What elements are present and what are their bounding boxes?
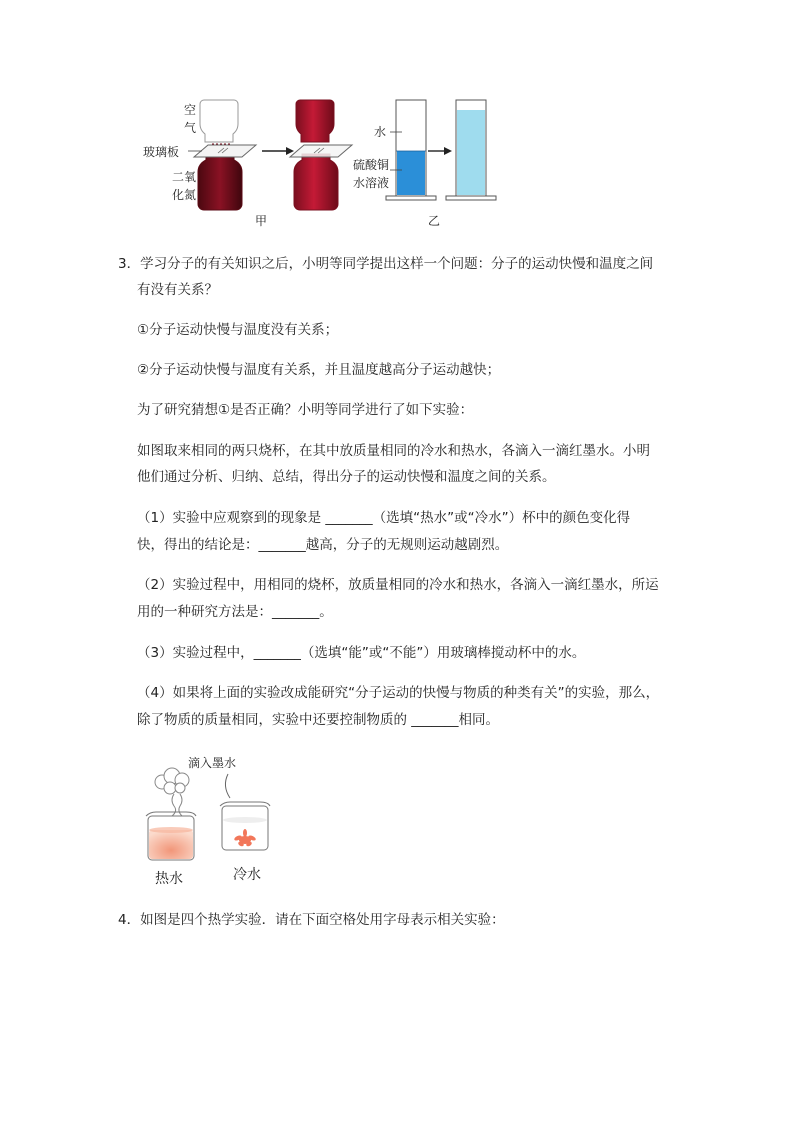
label-jia: 甲 — [255, 214, 268, 228]
q3-subquestion-2-line-1: （2）实验过程中，用相同的烧杯，放质量相同的冷水和热水，各滴入一滴红墨水，所运 — [137, 577, 659, 593]
label-cuso4-1: 硫酸铜 — [353, 158, 390, 172]
label-glass-plate: 玻璃板 — [143, 145, 180, 159]
steam-icon — [155, 768, 189, 816]
diffusion-illustration — [140, 96, 520, 236]
glass-plate-1 — [194, 145, 256, 157]
q4-stem: 4．如图是四个热学实验．请在下面空格处用字母表示相关实验： — [118, 912, 505, 928]
q3-intro: 为了研究猜想①是否正确？小明等同学进行了如下实验： — [137, 402, 474, 418]
label-air-2: 气 — [184, 121, 197, 135]
q3-subquestion-1-line-1: （1）实验中应观察到的现象是 _______（选填“热水”或“冷水”）杯中的颜色变化得 — [137, 510, 631, 526]
label-water: 水 — [374, 125, 387, 139]
q3-stem-line-2: 有没有关系？ — [137, 282, 218, 298]
q3-subquestion-4-line-2: 除了物质的质量相同，实验中还要控制物质的 _______相同。 — [137, 712, 500, 728]
figure-diffusion-experiments — [140, 96, 520, 236]
arrow-2 — [428, 147, 452, 155]
label-cold-water: 冷水 — [233, 867, 261, 883]
q3-stem-line-1: 3．学习分子的有关知识之后，小明等同学提出这样一个问题：分子的运动快慢和温度之间 — [118, 256, 654, 272]
q3-subquestion-4-line-1: （4）如果将上面的实验改成能研究“分子运动的快慢与物质的种类有关”的实验，那么， — [137, 685, 660, 701]
label-no2-1: 二氧 — [172, 170, 197, 184]
label-drop-ink: 滴入墨水 — [188, 756, 237, 770]
label-yi: 乙 — [428, 214, 441, 228]
label-cuso4-2: 水溶液 — [353, 176, 390, 190]
label-air-1: 空 — [184, 103, 197, 117]
q3-subquestion-2-line-2: 用的一种研究方法是：_______。 — [137, 604, 333, 620]
label-hot-water: 热水 — [155, 871, 183, 887]
glass-plate-2 — [290, 145, 352, 157]
q3-description-line-1: 如图取来相同的两只烧杯，在其中放质量相同的冷水和热水，各滴入一滴红墨水。小明 — [137, 443, 650, 459]
cold-water-beaker — [220, 802, 270, 850]
label-no2-2: 化氮 — [172, 188, 197, 202]
q3-subquestion-1-line-2: 快，得出的结论是：_______越高，分子的无规则运动越剧烈。 — [137, 537, 509, 553]
q3-description-line-2: 他们通过分析、归纳、总结，得出分子的运动快慢和温度之间的关系。 — [137, 469, 556, 485]
hot-water-beaker — [146, 812, 196, 860]
q3-subquestion-3: （3）实验过程中，_______（选填“能”或“不能”）用玻璃棒搅动杯中的水。 — [137, 645, 586, 661]
yi-before-cylinder — [386, 100, 436, 200]
yi-after-cylinder — [446, 100, 496, 200]
q3-hypothesis-1: ①分子运动快慢与温度没有关系； — [137, 322, 339, 338]
arrow-1 — [262, 147, 294, 155]
q3-hypothesis-2: ②分子运动快慢与温度有关系，并且温度越高分子运动越快； — [137, 362, 501, 378]
